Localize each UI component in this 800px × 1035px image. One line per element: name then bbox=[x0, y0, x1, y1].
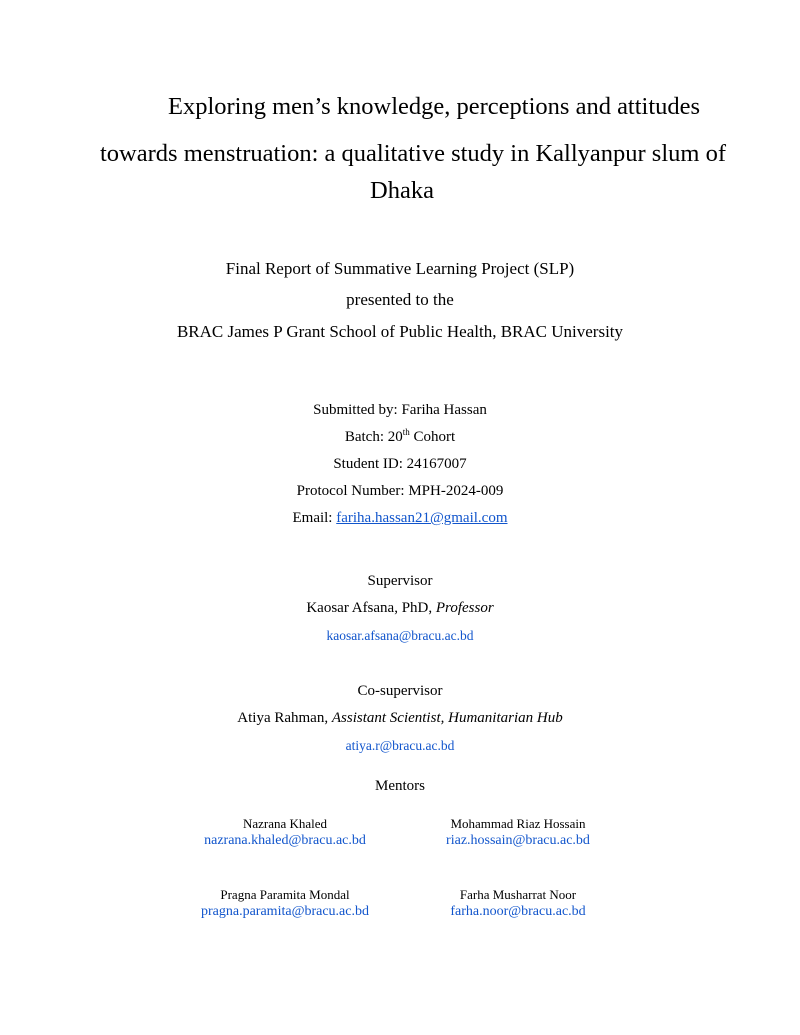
cosupervisor-name: Atiya Rahman, bbox=[237, 710, 332, 726]
mentor-item bbox=[165, 887, 405, 921]
cosupervisor-name-line bbox=[0, 710, 800, 727]
supervisor-name-line bbox=[0, 600, 800, 617]
protocol-number: Protocol Number: MPH-2024-009 bbox=[296, 483, 504, 499]
mentor-email-link[interactable]: nazrana.khaled@bracu.ac.bd bbox=[204, 833, 366, 848]
supervisor-name: Kaosar Afsana, PhD, bbox=[306, 600, 436, 616]
cosupervisor-email-link[interactable]: atiya.r@bracu.ac.bd bbox=[345, 738, 455, 753]
batch-superscript: th bbox=[402, 427, 410, 437]
batch-prefix: Batch: 20 bbox=[344, 429, 403, 445]
mentor-name: Farha Musharrat Noor bbox=[459, 887, 577, 902]
batch-suffix: Cohort bbox=[409, 429, 456, 445]
title-line-1: Exploring men’s knowledge, perceptions and attitudes bbox=[168, 93, 701, 120]
report-line-3: BRAC James P Grant School of Public Health, BRAC University bbox=[176, 322, 624, 341]
mentor-name: Mohammad Riaz Hossain bbox=[450, 816, 586, 831]
cosupervisor-heading: Co-supervisor bbox=[357, 683, 443, 699]
email-line bbox=[0, 510, 800, 527]
mentor-name: Pragna Paramita Mondal bbox=[220, 887, 350, 902]
submitted-by: Submitted by: Fariha Hassan bbox=[313, 402, 487, 418]
student-id: Student ID: 24167007 bbox=[333, 456, 467, 472]
student-email-link[interactable]: fariha.hassan21@gmail.com bbox=[336, 510, 508, 526]
cosupervisor-title: Assistant Scientist, Humanitarian Hub bbox=[331, 710, 563, 726]
mentor-item bbox=[165, 816, 405, 850]
mentor-name: Nazrana Khaled bbox=[242, 816, 328, 831]
mentor-email-link[interactable]: riaz.hossain@bracu.ac.bd bbox=[446, 833, 590, 848]
mentor-item bbox=[398, 816, 638, 850]
report-line-1: Final Report of Summative Learning Project (SLP) bbox=[225, 259, 575, 278]
mentors-heading: Mentors bbox=[375, 778, 425, 794]
supervisor-heading: Supervisor bbox=[367, 573, 433, 589]
email-label: Email: bbox=[292, 510, 337, 526]
report-line-2: presented to the bbox=[346, 290, 454, 309]
batch bbox=[0, 429, 800, 446]
mentor-item bbox=[398, 887, 638, 921]
supervisor-email-link[interactable]: kaosar.afsana@bracu.ac.bd bbox=[326, 628, 474, 643]
title-line-2: towards menstruation: a qualitative study in Kallyanpur slum of bbox=[100, 140, 726, 167]
title-line-3: Dhaka bbox=[370, 177, 434, 204]
mentor-email-link[interactable]: pragna.paramita@bracu.ac.bd bbox=[201, 904, 369, 919]
mentor-email-link[interactable]: farha.noor@bracu.ac.bd bbox=[450, 904, 586, 919]
supervisor-title: Professor bbox=[435, 600, 494, 616]
